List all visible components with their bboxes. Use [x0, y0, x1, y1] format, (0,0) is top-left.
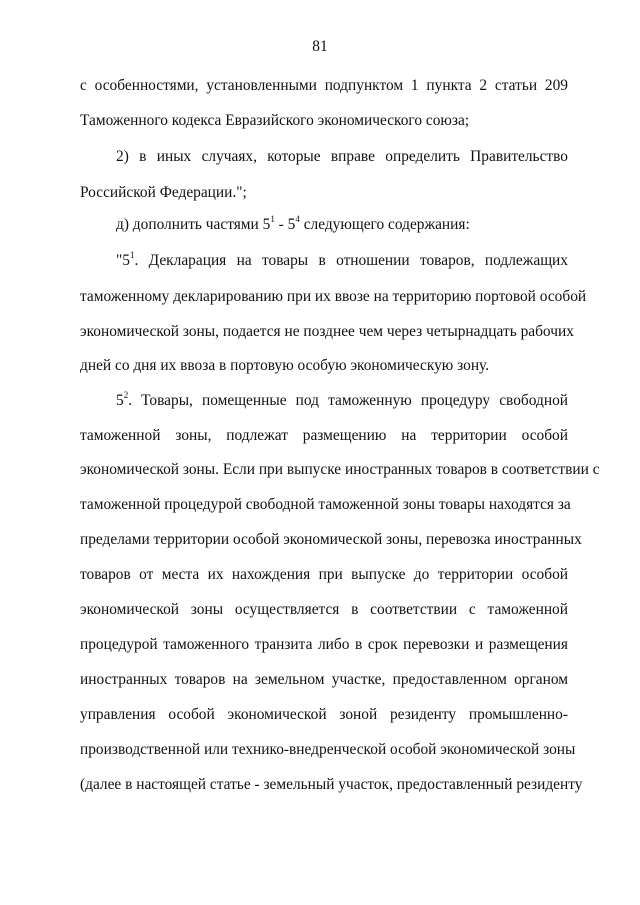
text-line-19: управления особой экономической зоной резиденту промышленно- — [80, 706, 568, 723]
text-line-6-part-b: . Декларация на товары в отношении товаров, подлежащих — [134, 252, 568, 269]
text-line-3: 2) в иных случаях, которые вправе определить Правительство — [116, 148, 568, 165]
text-line-5-part-c: следующего содержания: — [299, 216, 470, 233]
text-line-10-part-a: 5 — [116, 392, 124, 409]
text-line-5-part-b: - 5 — [274, 216, 296, 233]
text-line-11: таможенной зоны, подлежат размещению на территории особой — [80, 427, 568, 444]
text-line-18: иностранных товаров на земельном участке, предоставленном органом — [80, 671, 568, 688]
superscript: 1 — [270, 213, 275, 224]
text-line-4: Российской Федерации."; — [80, 184, 247, 201]
text-line-21: (далее в настоящей статье - земельный участок, предоставленный резиденту — [80, 776, 583, 793]
text-line-20: производственной или технико-внедренческой особой экономической зоны — [80, 741, 576, 758]
text-line-1: с особенностями, установленными подпунктом 1 пункта 2 статьи 209 — [80, 77, 568, 94]
text-line-13: таможенной процедурой свободной таможенной зоны товары находятся за — [80, 496, 571, 513]
text-line-9: дней со дня их ввоза в портовую особую экономическую зону. — [80, 357, 490, 374]
text-line-10 — [116, 391, 568, 411]
text-line-17: процедурой таможенного транзита либо в срок перевозки и размещения — [80, 636, 568, 653]
page-number: 81 — [312, 38, 328, 55]
superscript: 1 — [129, 249, 135, 260]
text-line-6 — [116, 251, 568, 271]
text-line-10-part-b: . Товары, помещенные под таможенную процедуру свободной — [128, 392, 568, 409]
superscript: 4 — [295, 213, 300, 224]
text-line-12: экономической зоны. Если при выпуске иностранных товаров в соответствии с — [80, 461, 600, 478]
text-line-16: экономической зоны осуществляется в соответствии с таможенной — [80, 601, 568, 618]
text-line-7: таможенному декларированию при их ввозе на территорию портовой особой — [80, 288, 587, 305]
text-line-6-part-a: "5 — [116, 252, 130, 269]
text-line-2: Таможенного кодекса Евразийского экономического союза; — [80, 112, 470, 129]
text-line-15: товаров от места их нахождения при выпуске до территории особой — [80, 566, 568, 583]
text-line-14: пределами территории особой экономической зоны, перевозка иностранных — [80, 531, 582, 548]
text-line-5 — [116, 215, 568, 235]
text-line-5-part-a: д) дополнить частями 5 — [116, 216, 271, 233]
superscript: 2 — [123, 389, 129, 400]
text-line-8: экономической зоны, подается не позднее чем через четырнадцать рабочих — [80, 323, 574, 340]
